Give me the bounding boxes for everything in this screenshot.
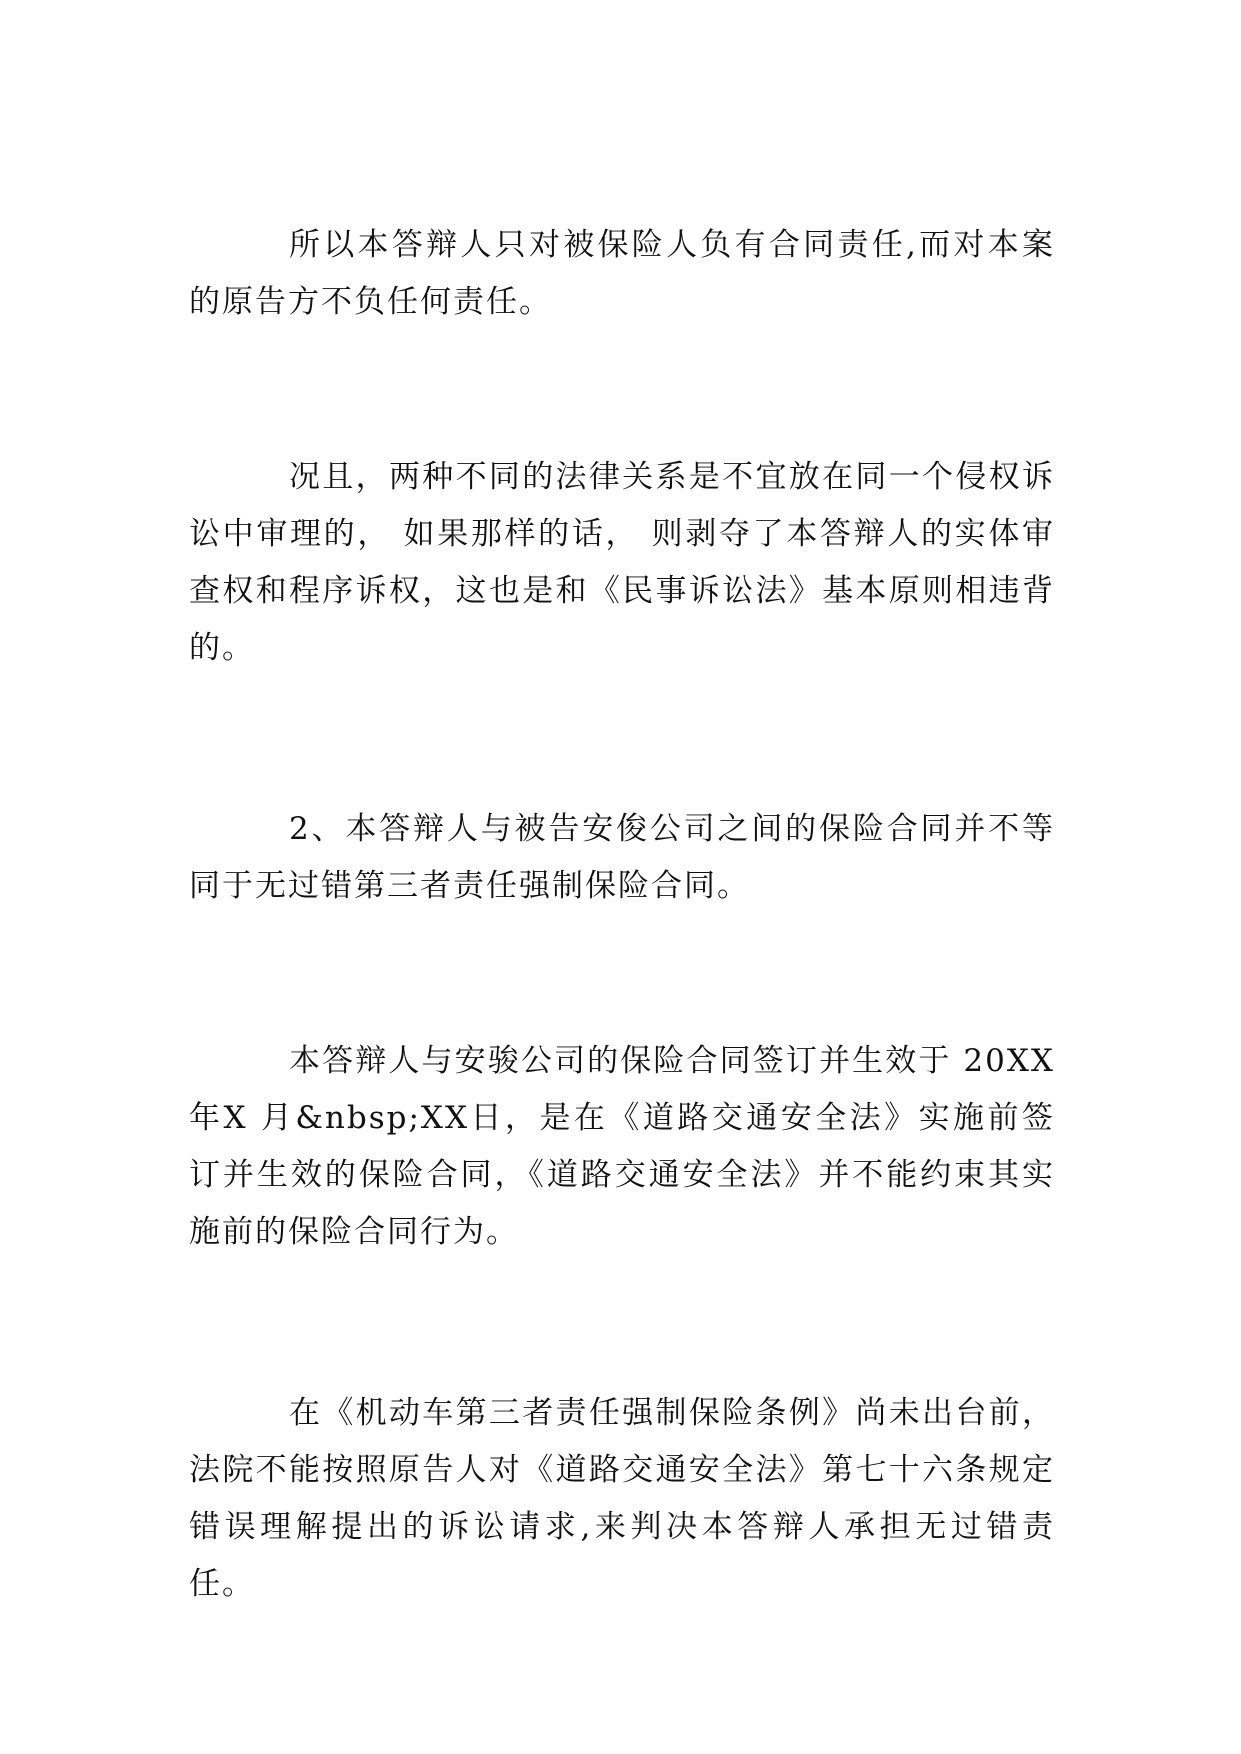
paragraph-1: 所以本答辩人只对被保险人负有合同责任,而对本案的原告方不负任何责任。 (189, 227, 1055, 320)
paragraph-4: 本答辩人与安骏公司的保险合同签订并生效于 20XX年X 月&nbsp;XX日，是在《道路交通安全法》实施前签订并生效的保险合同，《道路交通安全法》并不能约束其实施前的保险合同行为。 (189, 1043, 1055, 1250)
paragraph-2: 况且，两种不同的法律关系是不宜放在同一个侵权诉讼中审理的， 如果那样的话， 则剥夺了本答辩人的实体审查权和程序诉权，这也是和《民事诉讼法》基本原则相违背的。 (189, 459, 1055, 666)
paragraph-3: 2、本答辩人与被告安俊公司之间的保险合同并不等同于无过错第三者责任强制保险合同。 (189, 811, 1055, 904)
paragraph-5: 在《机动车第三者责任强制保险条例》尚未出台前，法院不能按照原告人对《道路交通安全法》第七十六条规定错误理解提出的诉讼请求,来判决本答辩人承担无过错责任。 (189, 1395, 1055, 1602)
